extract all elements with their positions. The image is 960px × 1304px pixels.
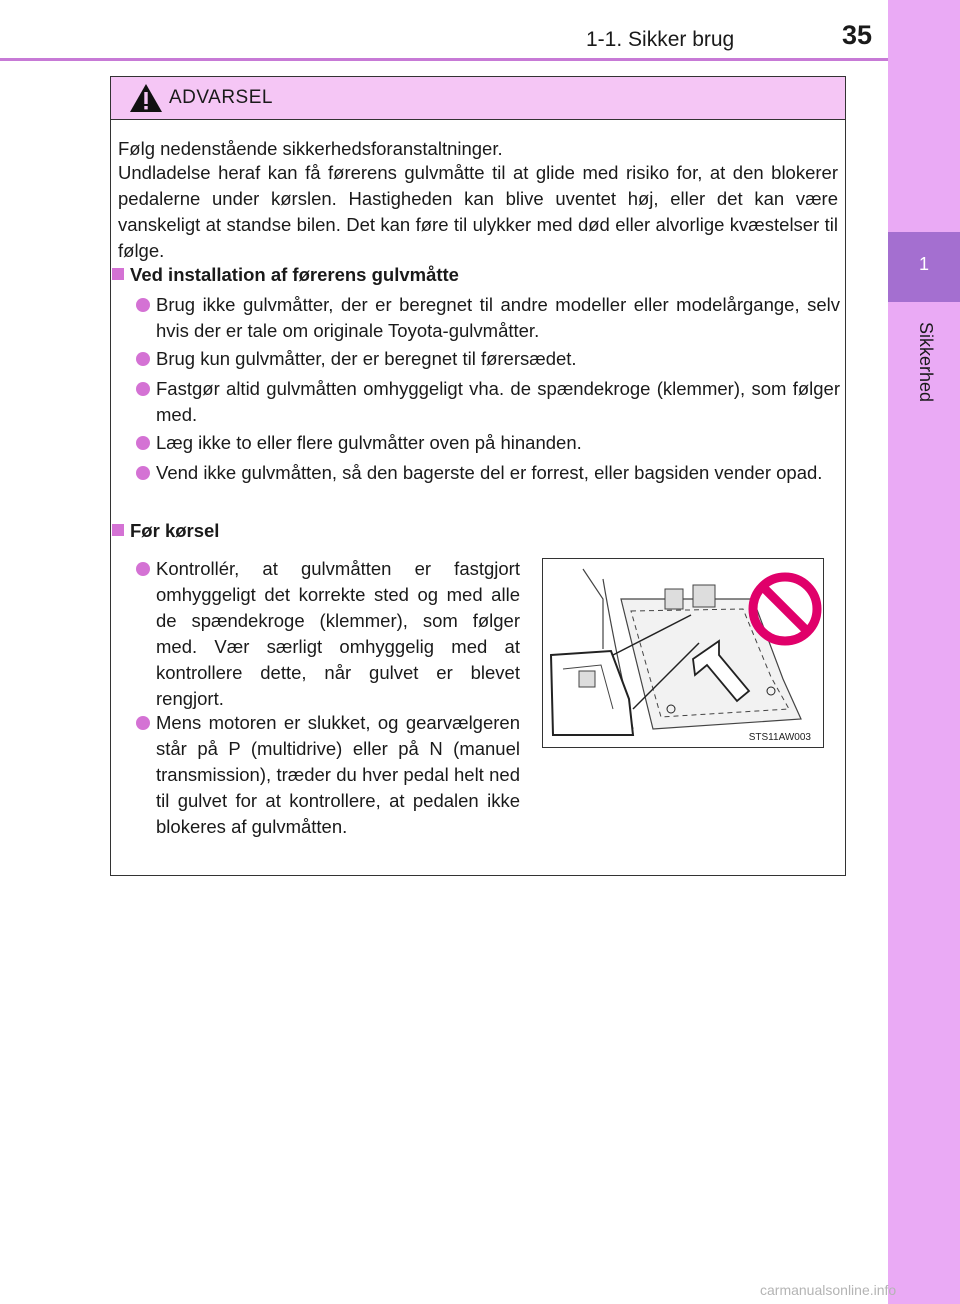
bullet-dot-icon — [136, 382, 150, 396]
warning-triangle-icon — [129, 83, 163, 113]
bullet-dot-icon — [136, 716, 150, 730]
section-title: 1-1. Sikker brug — [586, 28, 735, 51]
bullet-dot-icon — [136, 352, 150, 366]
bullet-dot-icon — [136, 436, 150, 450]
square-bullet-icon — [112, 524, 124, 536]
list-item: Kontrollér, at gulvmåtten er fastgjort omhyggeligt det korrekte sted og med alle de spændekroge (klemmer), som følger med. Vær særligt omhyggelig med at kontrollere dette, når gulvet er blevet rengjort. — [136, 556, 520, 712]
list-item: Brug kun gulvmåtter, der er beregnet til førersædet. — [136, 346, 840, 372]
list-item: Fastgør altid gulvmåtten omhyggeligt vha. de spændekroge (klemmer), som følger med. — [136, 376, 840, 428]
bullet-dot-icon — [136, 298, 150, 312]
floor-mat-drawing — [543, 559, 823, 747]
square-bullet-icon — [112, 268, 124, 280]
list-item: Mens motoren er slukket, og gearvælgeren står på P (multidrive) eller på N (manuel transmission), træder du hver pedal helt ned til gulvet for at kontrollere, at pedalen ikke blokeres af gulvmåtten. — [136, 710, 520, 840]
footer-watermark: carmanualsonline.info — [760, 1282, 897, 1298]
bullet-dot-icon — [136, 466, 150, 480]
header-rule — [0, 58, 888, 61]
section-heading-installation: Ved installation af førerens gulvmåtte — [112, 264, 459, 286]
list-item: Brug ikke gulvmåtter, der er beregnet til andre modeller eller modelårgange, selv hvis der er tale om originale Toyota-gulvmåtter. — [136, 292, 840, 344]
page-number: 35 — [842, 20, 873, 50]
warning-title: ADVARSEL — [169, 87, 273, 108]
chapter-number: 1 — [918, 254, 929, 274]
chapter-label: Sikkerhed — [916, 322, 936, 403]
side-strip — [888, 0, 960, 1304]
bullet-dot-icon — [136, 562, 150, 576]
floor-mat-illustration — [542, 558, 824, 748]
list-item: Vend ikke gulvmåtten, så den bagerste del er forrest, eller bagsiden vender opad. — [136, 460, 840, 486]
warning-header — [111, 77, 845, 120]
section-heading-before-driving: Før kørsel — [112, 520, 219, 542]
list-item: Læg ikke to eller flere gulvmåtter oven på hinanden. — [136, 430, 840, 456]
figure-code: STS11AW003 — [748, 732, 811, 743]
warning-intro: Følg nedenstående sikkerhedsforanstaltninger. — [118, 138, 503, 159]
warning-body: Undladelse heraf kan få førerens gulvmåtte til at glide med risiko for, at den blokerer pedalerne under kørslen. Hastigheden kan blive uventet høj, eller det kan være vanskeligt at standse bilen. Det kan føre til ulykker med død eller alvorlige kvæstelser til følge. — [118, 162, 838, 261]
